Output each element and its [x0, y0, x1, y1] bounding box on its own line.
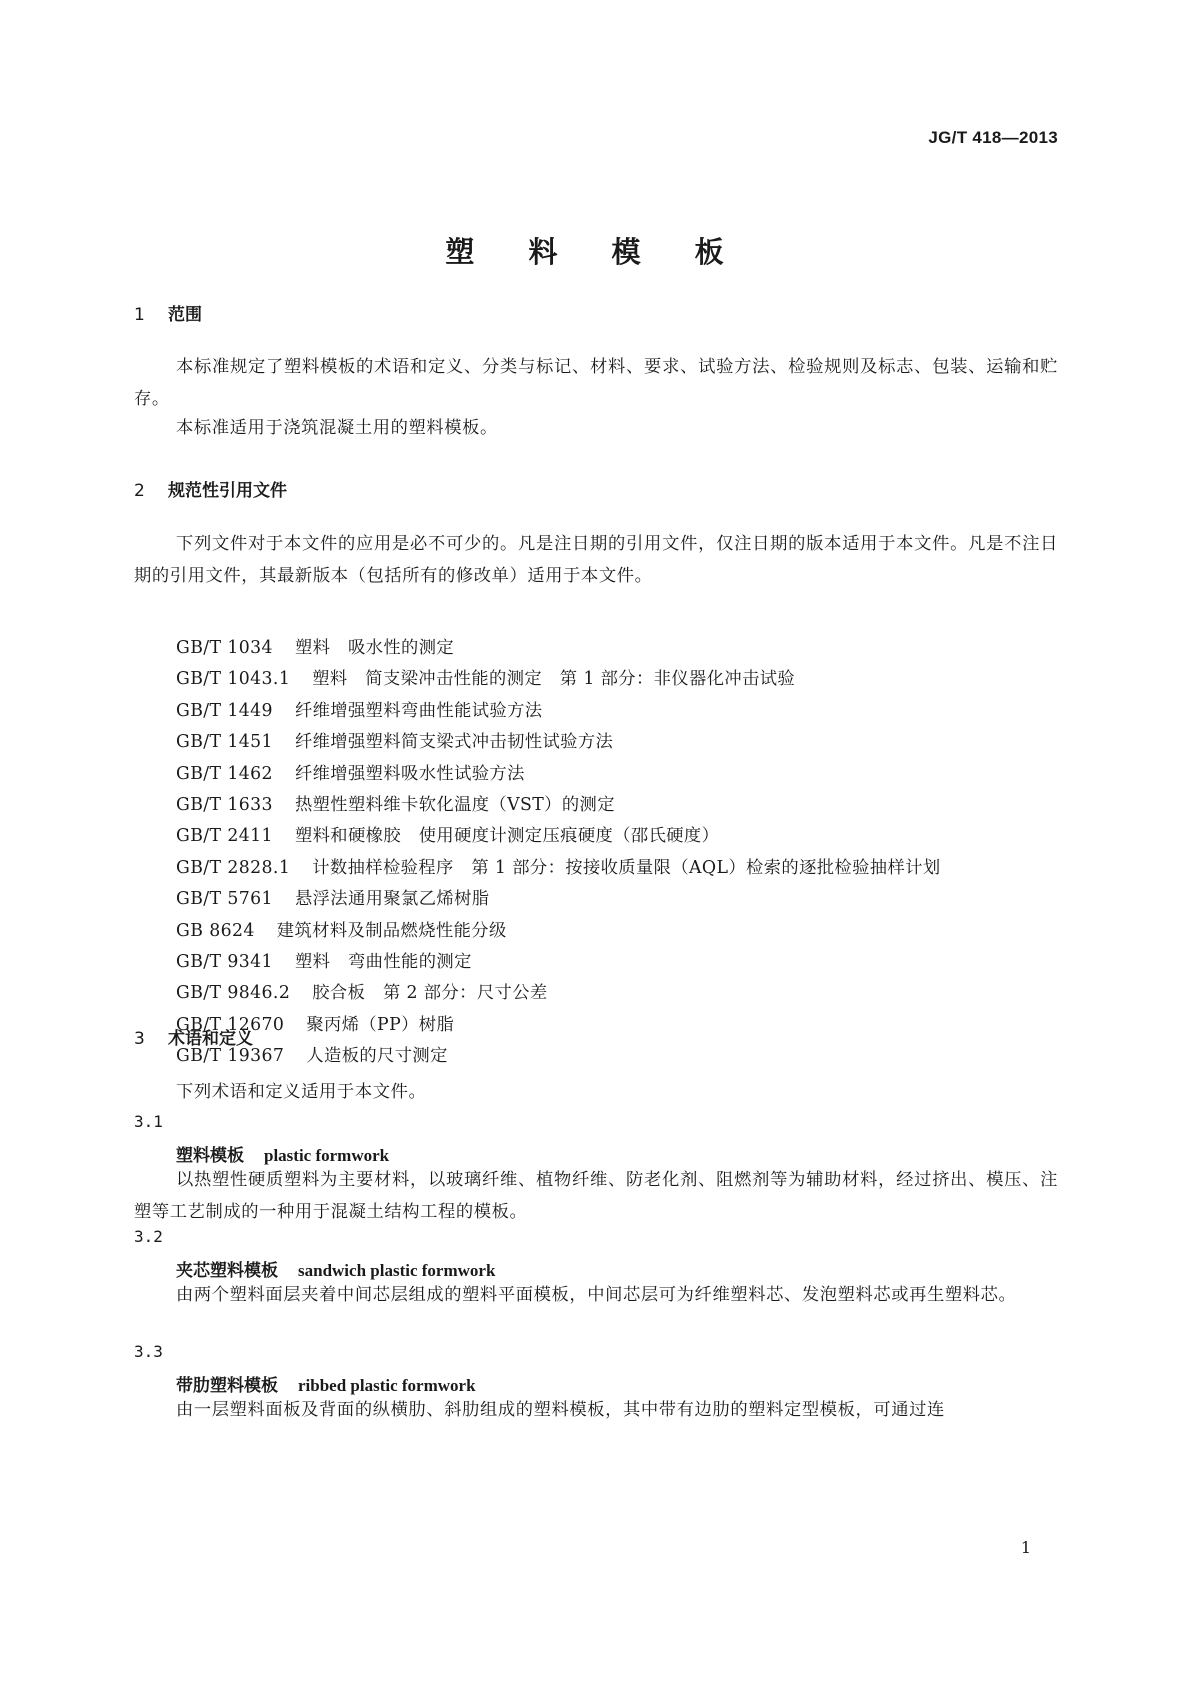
reference-title: 计数抽样检验程序 第 1 部分：按接收质量限（AQL）检索的逐批检验抽样计划	[312, 857, 941, 878]
paragraph: 下列术语和定义适用于本文件。	[176, 1082, 427, 1102]
reference-title: 人造板的尺寸测定	[306, 1046, 448, 1067]
reference-item	[176, 790, 941, 821]
paragraph: 本标准适用于浇筑混凝土用的塑料模板。	[176, 418, 498, 438]
reference-code: GB/T 1043.1	[176, 669, 291, 690]
term-definition: 由一层塑料面板及背面的纵横肋、斜肋组成的塑料模板，其中带有边肋的塑料定型模板，可通过连	[176, 1400, 945, 1420]
reference-title: 纤维增强塑料简支梁式冲击韧性试验方法	[294, 732, 614, 753]
reference-item	[176, 696, 941, 727]
reference-title: 建筑材料及制品燃烧性能分级	[276, 920, 507, 941]
reference-title: 热塑性塑料维卡软化温度（VST）的测定	[294, 794, 615, 815]
reference-list	[176, 633, 941, 1072]
reference-title: 塑料和硬橡胶 使用硬度计测定压痕硬度（邵氏硬度）	[294, 826, 720, 847]
section-title: 术语和定义	[168, 1029, 253, 1049]
term-heading	[176, 1371, 476, 1396]
paragraph: 本标准规定了塑料模板的术语和定义、分类与标记、材料、要求、试验方法、检验规则及标志、包装、运输和贮存。	[134, 357, 1058, 409]
reference-title: 胶合板 第 2 部分：尺寸公差	[312, 983, 548, 1004]
reference-item	[176, 633, 941, 664]
term-name-zh: 塑料模板	[176, 1146, 244, 1166]
reference-code: GB/T 12670	[176, 1014, 285, 1035]
section-title: 范围	[168, 305, 202, 325]
reference-code: GB/T 1451	[176, 732, 273, 753]
reference-code: GB/T 9846.2	[176, 983, 291, 1004]
term-heading	[176, 1141, 389, 1166]
reference-item	[176, 1010, 941, 1041]
reference-item	[176, 821, 941, 852]
reference-title: 纤维增强塑料吸水性试验方法	[294, 763, 525, 784]
reference-code: GB 8624	[176, 920, 255, 941]
reference-code: GB/T 1449	[176, 700, 273, 721]
reference-code: GB/T 5761	[176, 889, 273, 910]
term-name-en: sandwich plastic formwork	[298, 1261, 496, 1280]
reference-item	[176, 947, 941, 978]
section-number: 3	[134, 1029, 145, 1049]
reference-item	[176, 978, 941, 1009]
section-heading-scope	[134, 300, 202, 325]
reference-item	[176, 853, 941, 884]
reference-title: 悬浮法通用聚氯乙烯树脂	[294, 889, 490, 910]
term-definition: 由两个塑料面层夹着中间芯层组成的塑料平面模板，中间芯层可为纤维塑料芯、发泡塑料芯或再生塑料芯。	[176, 1285, 1017, 1305]
reference-code: GB/T 1462	[176, 763, 273, 784]
clause-number: 3.3	[134, 1342, 163, 1361]
term-name-en: plastic formwork	[264, 1146, 390, 1165]
reference-title: 纤维增强塑料弯曲性能试验方法	[294, 700, 543, 721]
section-heading-normative-references	[134, 476, 287, 501]
reference-code: GB/T 2411	[176, 826, 273, 847]
standard-code: JG/T 418—2013	[928, 128, 1058, 147]
reference-code: GB/T 19367	[176, 1046, 285, 1067]
reference-code: GB/T 9341	[176, 951, 273, 972]
reference-code: GB/T 1034	[176, 638, 273, 658]
term-name-zh: 带肋塑料模板	[176, 1376, 278, 1396]
term-name-en: ribbed plastic formwork	[298, 1376, 476, 1395]
reference-item	[176, 759, 941, 790]
clause-number: 3.2	[134, 1227, 163, 1246]
reference-item	[176, 664, 941, 695]
reference-title: 塑料 简支梁冲击性能的测定 第 1 部分：非仪器化冲击试验	[312, 669, 796, 690]
document-title: 塑 料 模 板	[445, 235, 746, 269]
reference-item	[176, 1041, 941, 1072]
reference-item	[176, 727, 941, 758]
section-number: 1	[134, 305, 145, 325]
clause-number: 3.1	[134, 1112, 163, 1131]
term-name-zh: 夹芯塑料模板	[176, 1261, 278, 1281]
term-definition: 以热塑性硬质塑料为主要材料，以玻璃纤维、植物纤维、防老化剂、阻燃剂等为辅助材料，经过挤出、模压、注塑等工艺制成的一种用于混凝土结构工程的模板。	[134, 1170, 1058, 1222]
page-number: 1	[1020, 1538, 1031, 1557]
reference-code: GB/T 1633	[176, 794, 273, 815]
section-heading-terms-and-definitions	[134, 1024, 253, 1049]
reference-item	[176, 916, 941, 947]
reference-code: GB/T 2828.1	[176, 857, 291, 878]
reference-title: 聚丙烯（PP）树脂	[306, 1014, 455, 1035]
reference-title: 塑料 吸水性的测定	[294, 638, 455, 658]
section-title: 规范性引用文件	[168, 481, 287, 501]
reference-title: 塑料 弯曲性能的测定	[294, 951, 472, 972]
paragraph: 下列文件对于本文件的应用是必不可少的。凡是注日期的引用文件，仅注日期的版本适用于本文件。凡是不注日期的引用文件，其最新版本（包括所有的修改单）适用于本文件。	[134, 534, 1058, 586]
section-number: 2	[134, 481, 145, 501]
reference-item	[176, 884, 941, 915]
term-heading	[176, 1256, 495, 1281]
